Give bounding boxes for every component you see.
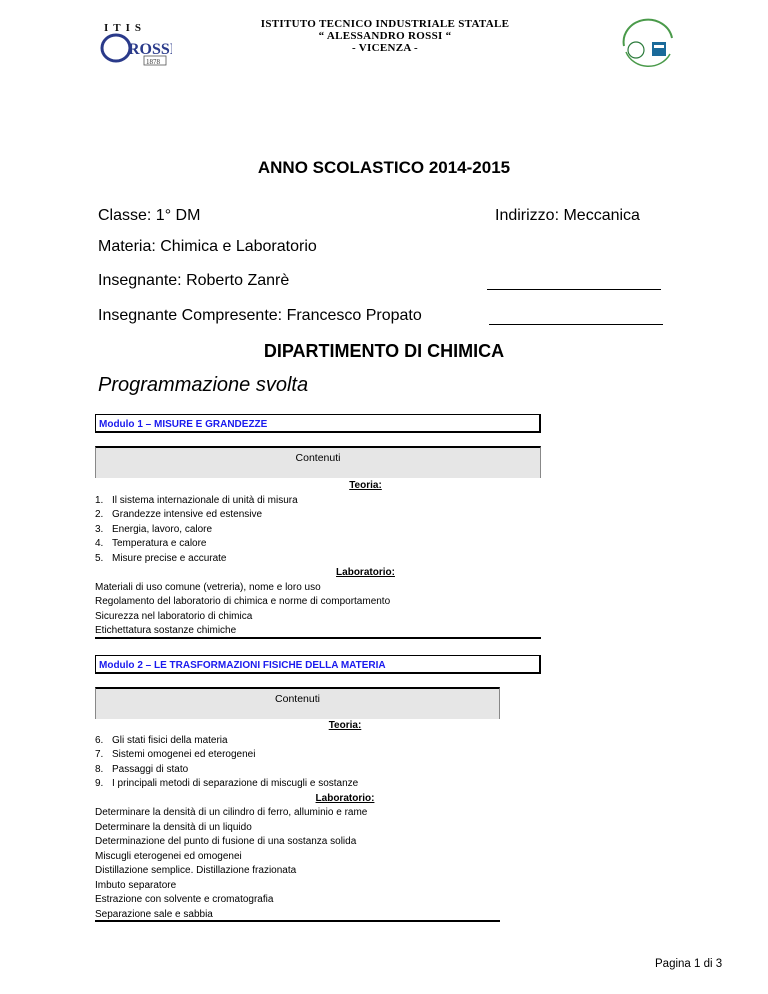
module-2-bottom-rule — [95, 920, 500, 922]
contents-label: Contenuti — [295, 452, 341, 464]
lab-label: Laboratorio: — [315, 792, 375, 804]
school-city: - VICENZA - — [351, 42, 419, 54]
list-item: 6. Gli stati fisici della materia — [95, 734, 228, 746]
list-item: 8. Passaggi di stato — [95, 763, 189, 775]
co-teacher-label: Insegnante Compresente: Francesco Propato — [98, 307, 422, 324]
department-title: DIPARTIMENTO DI CHIMICA — [263, 341, 505, 361]
list-item: Determinare la densità di un cilindro di ferro, alluminio e rame — [95, 807, 368, 818]
logo-year: 1878 — [146, 58, 160, 66]
school-name: ISTITUTO TECNICO INDUSTRIALE STATALE — [260, 18, 510, 30]
class-label: Classe: 1° DM — [98, 207, 201, 224]
module-2-title: Modulo 2 – LE TRASFORMAZIONI FISICHE DELLA MATERIA — [95, 655, 541, 674]
certification-logo — [612, 18, 684, 70]
list-item: 4. Temperatura e calore — [95, 538, 207, 549]
module-2-contents-header — [95, 687, 500, 719]
list-item: 1. Il sistema internazionale di unità di misura — [95, 494, 298, 506]
list-item: Determinazione del punto di fusione di una sostanza solida — [95, 836, 357, 847]
course-address-label: Indirizzo: Meccanica — [495, 207, 640, 224]
module-1-contents-header — [95, 446, 541, 478]
module-1-bottom-rule — [95, 637, 541, 639]
module-1-body — [95, 479, 541, 639]
list-item: Materiali di uso comune (vetreria), nome e loro uso — [95, 581, 321, 593]
list-item: Determinare la densità di un liquido — [95, 821, 252, 833]
logo-itis-text: ITIS — [104, 22, 147, 34]
logo-rossi-text: ROSSI — [128, 41, 172, 58]
list-item: Imbuto separatore — [95, 879, 177, 891]
module-2-body — [95, 719, 500, 922]
list-item: Etichettatura sostanze chimiche — [95, 625, 237, 636]
list-item: 7. Sistemi omogenei ed eterogenei — [95, 749, 256, 760]
contents-label: Contenuti — [275, 693, 320, 705]
list-item: Regolamento del laboratorio di chimica e norme di comportamento — [95, 596, 391, 607]
school-logo — [96, 20, 172, 66]
co-teacher-signature-line — [489, 307, 663, 325]
teacher-label: Insegnante: Roberto Zanrè — [98, 272, 290, 289]
module-1-title: Modulo 1 – MISURE E GRANDEZZE — [95, 414, 541, 433]
list-item: 2. Grandezze intensive ed estensive — [95, 509, 263, 520]
subject-label: Materia: Chimica e Laboratorio — [98, 238, 317, 255]
list-item: 9. I principali metodi di separazione di miscugli e sostanze — [95, 778, 359, 789]
theory-label: Teoria: — [349, 480, 382, 491]
program-heading: Programmazione svolta — [98, 374, 309, 396]
list-item: Estrazione con solvente e cromatografia — [95, 894, 274, 905]
lab-label: Laboratorio: — [336, 567, 395, 578]
teacher-signature-line — [487, 272, 661, 290]
school-header — [240, 18, 530, 54]
list-item: Miscugli eterogenei ed omogenei — [95, 850, 242, 862]
school-dedication: “ ALESSANDRO ROSSI “ — [318, 30, 452, 42]
list-item: Separazione sale e sabbia — [95, 908, 213, 920]
theory-label: Teoria: — [328, 720, 362, 731]
page-number: Pagina 1 di 3 — [655, 958, 723, 970]
school-year-title: ANNO SCOLASTICO 2014-2015 — [257, 158, 511, 177]
list-item: 5. Misure precise e accurate — [95, 552, 227, 564]
list-item: Sicurezza nel laboratorio di chimica — [95, 610, 253, 622]
list-item: 3. Energia, lavoro, calore — [95, 523, 213, 535]
list-item: Distillazione semplice. Distillazione frazionata — [95, 865, 297, 876]
